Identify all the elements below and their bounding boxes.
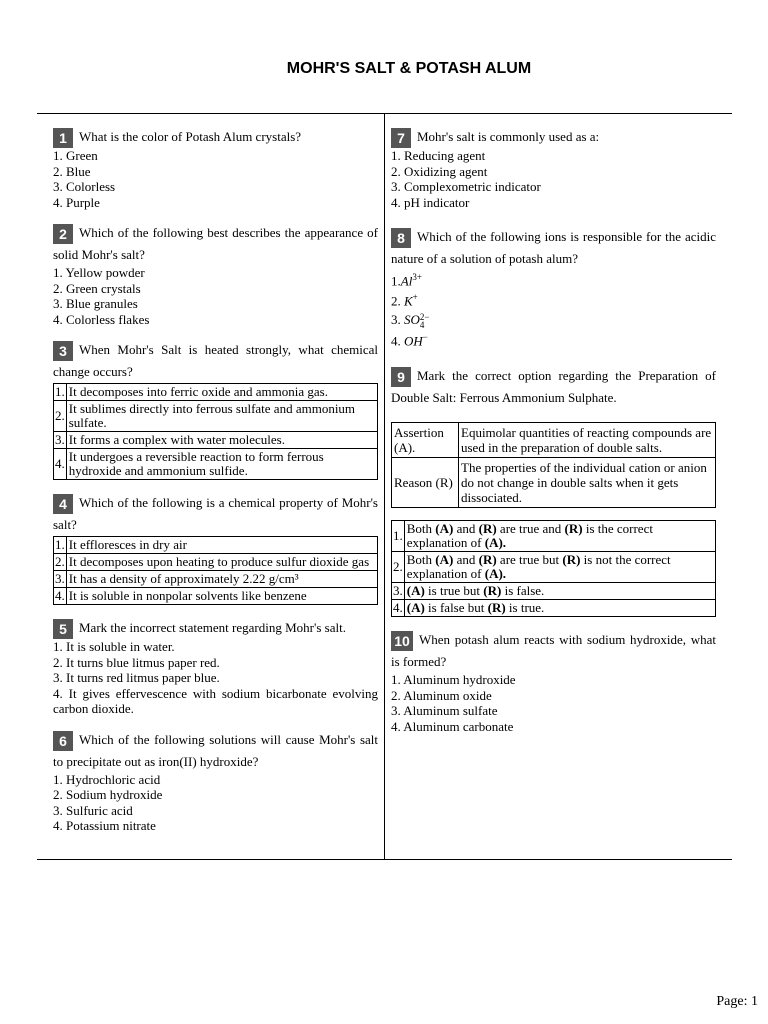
- option: 1. Hydrochloric acid: [53, 771, 161, 787]
- question-text: Mark the correct option regarding the Preparation of Double Salt: Ferrous Ammonium Sulphate.: [391, 368, 716, 406]
- question-number: 7: [391, 128, 411, 148]
- option: 4. Colorless flakes: [53, 311, 150, 327]
- page-number: Page: 1: [716, 994, 758, 1009]
- option: $1.Al^{3+}$: [391, 272, 422, 289]
- question-number: 4: [53, 494, 73, 514]
- question-number: 10: [391, 631, 413, 651]
- option: 2. Aluminum oxide: [391, 687, 492, 703]
- option-text: (A) is false but (R) is true.: [404, 600, 715, 617]
- option: 4. Purple: [53, 194, 100, 210]
- question-number: 3: [53, 341, 73, 361]
- question-number: 6: [53, 731, 73, 751]
- question-10: [391, 629, 716, 734]
- question-7: [391, 126, 716, 210]
- question-number: 2: [53, 224, 73, 244]
- question-4: [53, 492, 378, 605]
- option-number: 2.: [55, 554, 65, 570]
- question-number: 9: [391, 367, 411, 387]
- question-1: [53, 126, 378, 210]
- question-2: [53, 222, 378, 327]
- option: 2. Green crystals: [53, 280, 141, 296]
- option-number: 4.: [393, 600, 403, 616]
- option: 1. It is soluble in water.: [53, 639, 175, 655]
- bottom-divider: [37, 859, 732, 860]
- right-column: [391, 126, 716, 746]
- question-text: Mohr's salt is commonly used as a:: [417, 129, 600, 144]
- option: 3. SO 2− 4: [391, 311, 430, 330]
- option: 3. Complexometric indicator: [391, 179, 541, 195]
- question-text: Which of the following is a chemical property of Mohr's salt?: [53, 495, 378, 533]
- option: 3. Blue granules: [53, 296, 138, 312]
- option: 2. It turns blue litmus paper red.: [53, 654, 220, 670]
- option-text: It undergoes a reversible reaction to form ferrous hydroxide and ammonium sulfide.: [66, 449, 377, 480]
- option-number: 2.: [54, 401, 67, 432]
- question-text: Which of the following solutions will cause Mohr's salt to precipitate out as iron(II) hydroxide?: [53, 731, 378, 769]
- option: 4. It gives effervescence with sodium bicarbonate evolving carbon dioxide.: [53, 685, 378, 717]
- option-text: Both (A) and (R) are true but (R) is not the correct explanation of (A).: [404, 552, 715, 583]
- question-3: [53, 339, 378, 480]
- question-number: 1: [53, 128, 73, 148]
- options-table: [53, 383, 378, 480]
- option-text: It has a density of approximately 2.22 g/cm³: [66, 571, 377, 588]
- option-number: 3.: [55, 432, 65, 448]
- option: 1. Green: [53, 148, 98, 164]
- question-number: 8: [391, 228, 411, 248]
- question-text: When potash alum reacts with sodium hydroxide, what is formed?: [391, 632, 716, 670]
- option-number: 1.: [55, 384, 65, 400]
- question-text: When Mohr's Salt is heated strongly, what chemical change occurs?: [53, 342, 378, 380]
- option-text: It forms a complex with water molecules.: [66, 432, 377, 449]
- option: 2. Sodium hydroxide: [53, 787, 163, 803]
- option: 4. Potassium nitrate: [53, 818, 156, 834]
- option: 3. Aluminum sulfate: [391, 703, 498, 719]
- left-column: [53, 126, 378, 846]
- option-number: 3.: [393, 583, 403, 599]
- option-number: 2.: [392, 552, 405, 583]
- option: 4. pH indicator: [391, 194, 470, 210]
- option-number: 4.: [54, 449, 67, 480]
- option: 4. OH−: [391, 331, 428, 349]
- options-table: [53, 536, 378, 605]
- question-text: What is the color of Potash Alum crystals?: [79, 129, 302, 144]
- question-text: Which of the following ions is responsible for the acidic nature of a solution of potash alum?: [391, 229, 716, 267]
- reason-text: The properties of the individual cation or anion do not change in double salts when it gets dissociated.: [459, 458, 716, 508]
- option-number: 4.: [55, 588, 65, 604]
- question-9: [391, 365, 716, 617]
- option-number: 1.: [392, 521, 405, 552]
- option: 2. Oxidizing agent: [391, 163, 488, 179]
- question-number: 5: [53, 619, 73, 639]
- question-6: [53, 729, 378, 834]
- assertion-label: Assertion (A).: [392, 423, 459, 458]
- option: 3. It turns red litmus paper blue.: [53, 670, 220, 686]
- options-table: [391, 520, 716, 617]
- option-text: It decomposes into ferric oxide and ammonia gas.: [66, 384, 377, 401]
- option-text: It effloresces in dry air: [66, 537, 377, 554]
- option: 2. Blue: [53, 163, 91, 179]
- option: 1. Yellow powder: [53, 265, 145, 281]
- question-8: [391, 226, 716, 349]
- question-text: Which of the following best describes the appearance of solid Mohr's salt?: [53, 225, 378, 263]
- option-text: It decomposes upon heating to produce sulfur dioxide gas: [66, 554, 377, 571]
- option: 4. Aluminum carbonate: [391, 718, 514, 734]
- question-5: [53, 617, 378, 717]
- question-text: Mark the incorrect statement regarding Mohr's salt.: [79, 620, 346, 636]
- option: 2. K+: [391, 292, 418, 309]
- option-text: Both (A) and (R) are true and (R) is the correct explanation of (A).: [404, 521, 715, 552]
- column-divider: [384, 114, 385, 859]
- assertion-text: Equimolar quantities of reacting compounds are used in the preparation of double salts.: [459, 423, 716, 458]
- option: 3. Colorless: [53, 179, 116, 195]
- reason-label: Reason (R): [392, 458, 459, 508]
- option-number: 1.: [55, 537, 65, 553]
- page-title: MOHR'S SALT & POTASH ALUM: [286, 60, 532, 77]
- option-text: It is soluble in nonpolar solvents like benzene: [66, 588, 377, 605]
- option: 1. Reducing agent: [391, 148, 486, 164]
- option-text: (A) is true but (R) is false.: [404, 583, 715, 600]
- option-text: It sublimes directly into ferrous sulfate and ammonium sulfate.: [66, 401, 377, 432]
- option-number: 3.: [55, 571, 65, 587]
- assertion-reason-table: [391, 422, 716, 508]
- option: 1. Aluminum hydroxide: [391, 672, 516, 688]
- option: 3. Sulfuric acid: [53, 802, 133, 818]
